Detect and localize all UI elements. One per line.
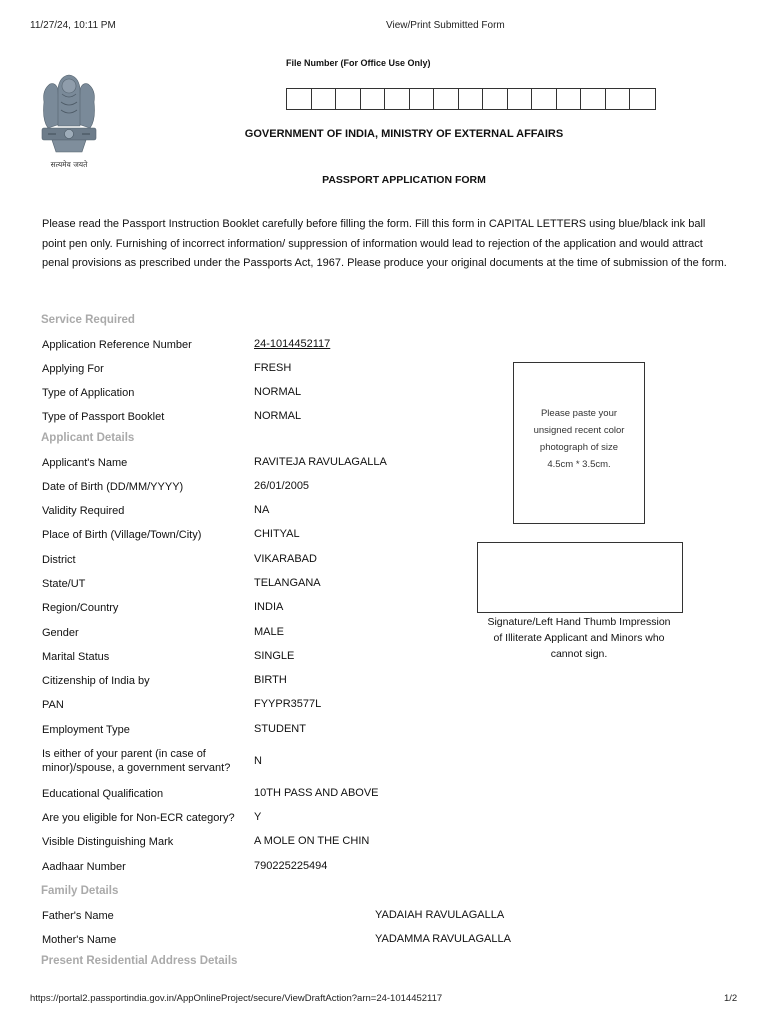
field-label: Type of Passport Booklet <box>42 411 165 423</box>
field-label: Type of Application <box>42 387 135 399</box>
field-value: BIRTH <box>254 674 287 686</box>
file-number-box <box>459 89 484 109</box>
field-value: 10TH PASS AND ABOVE <box>254 787 379 799</box>
field-value: STUDENT <box>254 723 306 735</box>
page-number: 1/2 <box>724 993 738 1004</box>
field-label: Citizenship of India by <box>42 675 150 687</box>
pan-number: FYYPR3577L <box>254 698 322 710</box>
field-label: Visible Distinguishing Mark <box>42 836 174 848</box>
application-reference-number: 24-1014452117 <box>254 338 331 350</box>
field-value: VIKARABAD <box>254 553 317 565</box>
field-label: Validity Required <box>42 505 125 517</box>
file-number-box <box>508 89 533 109</box>
file-number-box <box>434 89 459 109</box>
page-url: https://portal2.passportindia.gov.in/AppOnlineProject/secure/ViewDraftAction?arn=24-1014452117 <box>30 993 443 1004</box>
file-number-box <box>606 89 631 109</box>
field-label: Region/Country <box>42 602 119 614</box>
file-number-box <box>361 89 386 109</box>
file-number-box <box>287 89 312 109</box>
field-value: CHITYAL <box>254 528 300 540</box>
field-label: Aadhaar Number <box>42 861 126 873</box>
applicant-name: RAVITEJA RAVULAGALLA <box>254 456 387 468</box>
file-number-box <box>581 89 606 109</box>
file-number-box <box>532 89 557 109</box>
field-label: PAN <box>42 699 64 711</box>
field-value: FRESH <box>254 362 292 374</box>
file-number-box <box>630 89 655 109</box>
photo-text-line: photograph of size <box>539 442 619 453</box>
section-service-required: Service Required <box>41 314 135 326</box>
field-value: Y <box>254 811 262 823</box>
aadhaar-number: 790225225494 <box>254 860 328 872</box>
field-label: Are you eligible for Non-ECR category? <box>42 812 235 824</box>
signature-text-line: cannot sign. <box>550 648 608 660</box>
field-value: SINGLE <box>254 650 295 662</box>
field-label: Place of Birth (Village/Town/City) <box>42 529 202 541</box>
field-label: Marital Status <box>42 651 110 663</box>
field-label: Mother's Name <box>42 934 117 946</box>
field-label <box>42 747 230 775</box>
field-label: District <box>42 554 76 566</box>
signature-instructions <box>470 614 688 662</box>
photo-instructions <box>521 405 637 473</box>
section-address-details: Present Residential Address Details <box>41 955 238 967</box>
file-number-boxes <box>286 88 656 110</box>
national-emblem-icon <box>38 72 100 172</box>
date-of-birth: 26/01/2005 <box>254 480 310 492</box>
form-instructions: Please read the Passport Instruction Booklet carefully before filling the form. Fill this form in CAPITAL LETTERS using blue/black ink ball point pen only. Furnishing of incorrect information/ suppression of information would lead to rejection of the application and would attract penal provisions as prescribed under the Passports Act, 1967. Please produce your original documents at the time of submission of the form. <box>42 218 727 269</box>
photo-text-line: unsigned recent color <box>533 425 625 436</box>
field-value: N <box>254 755 262 767</box>
father-name: YADAIAH RAVULAGALLA <box>375 909 505 921</box>
field-value: NA <box>254 504 270 516</box>
field-label: Applicant's Name <box>42 457 128 469</box>
signature-box <box>477 542 683 613</box>
section-applicant-details: Applicant Details <box>41 432 135 444</box>
file-number-box <box>312 89 337 109</box>
government-title: GOVERNMENT OF INDIA, MINISTRY OF EXTERNAL AFFAIRS <box>244 128 564 140</box>
file-number-box <box>483 89 508 109</box>
photo-text-line: 4.5cm * 3.5cm. <box>547 459 611 470</box>
field-label-line: Is either of your parent (in case of <box>42 748 206 760</box>
print-page-title: View/Print Submitted Form <box>386 20 505 31</box>
field-value: MALE <box>254 626 284 638</box>
file-number-box <box>336 89 361 109</box>
emblem-motto: सत्यमेव जयते <box>50 160 88 169</box>
file-number-label: File Number (For Office Use Only) <box>286 58 431 68</box>
field-label: Father's Name <box>42 910 114 922</box>
field-value: NORMAL <box>254 386 302 398</box>
field-label: Applying For <box>42 363 104 375</box>
file-number-box <box>557 89 582 109</box>
mother-name: YADAMMA RAVULAGALLA <box>375 933 511 945</box>
field-label: Employment Type <box>42 724 130 736</box>
field-label: Date of Birth (DD/MM/YYYY) <box>42 481 184 493</box>
field-label: Educational Qualification <box>42 788 164 800</box>
field-value: INDIA <box>254 601 284 613</box>
field-label: Gender <box>42 627 79 639</box>
field-label: State/UT <box>42 578 86 590</box>
file-number-box <box>385 89 410 109</box>
signature-text-line: Signature/Left Hand Thumb Impression <box>487 616 671 628</box>
print-date: 11/27/24, 10:11 PM <box>30 20 116 31</box>
field-label: Application Reference Number <box>42 339 192 351</box>
photo-text-line: Please paste your <box>540 408 618 419</box>
signature-text-line: of Illiterate Applicant and Minors who <box>493 632 665 644</box>
field-value: A MOLE ON THE CHIN <box>254 835 370 847</box>
file-number-box <box>410 89 435 109</box>
field-label-line: minor)/spouse, a government servant? <box>42 762 231 774</box>
form-title: PASSPORT APPLICATION FORM <box>322 174 486 186</box>
field-value: TELANGANA <box>254 577 321 589</box>
section-family-details: Family Details <box>41 885 119 897</box>
field-value: NORMAL <box>254 410 302 422</box>
